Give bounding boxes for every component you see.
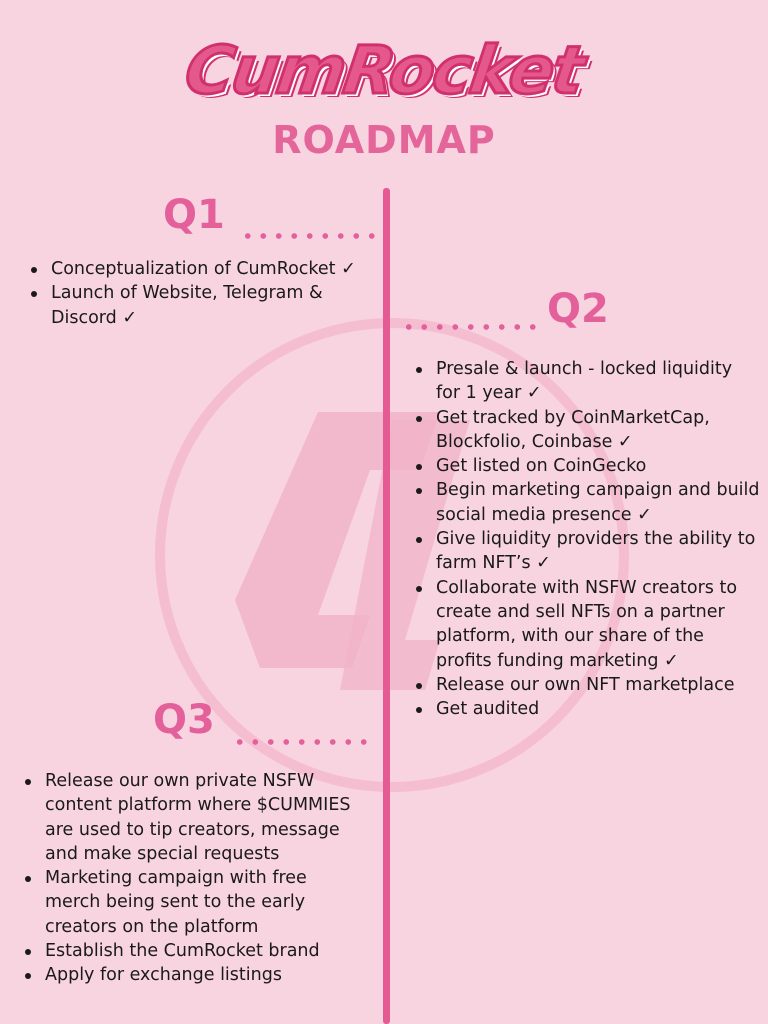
list-item: Presale & launch - locked liquidity for 1 year ✓	[410, 357, 760, 406]
list-item: Launch of Website, Telegram & Discord ✓	[25, 281, 365, 330]
list-item: Conceptualization of CumRocket ✓	[25, 257, 365, 281]
q2-label: Q2	[547, 286, 609, 332]
list-item: Collaborate with NSFW creators to create and sell NFTs on a partner platform, with our share of the profits funding marketing ✓	[410, 576, 760, 673]
cumrocket-logo: CumRocket	[180, 32, 588, 109]
list-item: Give liquidity providers the ability to farm NFT’s ✓	[410, 527, 760, 576]
q3-connector	[232, 739, 372, 745]
list-item: Release our own NFT marketplace	[410, 673, 760, 697]
q2-connector	[401, 324, 541, 330]
q3-label: Q3	[153, 697, 215, 743]
timeline-line	[383, 188, 390, 1024]
q3-list	[19, 769, 364, 988]
list-item: Get tracked by CoinMarketCap, Blockfolio, Coinbase ✓	[410, 406, 760, 455]
list-item: Get listed on CoinGecko	[410, 454, 760, 478]
list-item: Get audited	[410, 697, 760, 721]
list-item: Marketing campaign with free merch being sent to the early creators on the platform	[19, 866, 364, 939]
list-item: Apply for exchange listings	[19, 963, 364, 987]
q2-list	[410, 357, 760, 721]
list-item: Release our own private NSFW content platform where $CUMMIES are used to tip creators, message and make special requests	[19, 769, 364, 866]
q1-list	[25, 257, 365, 330]
q1-label: Q1	[163, 192, 225, 238]
list-item: Begin marketing campaign and build social media presence ✓	[410, 478, 760, 527]
list-item: Establish the CumRocket brand	[19, 939, 364, 963]
page-title: ROADMAP	[272, 118, 496, 162]
q1-connector	[240, 233, 380, 239]
